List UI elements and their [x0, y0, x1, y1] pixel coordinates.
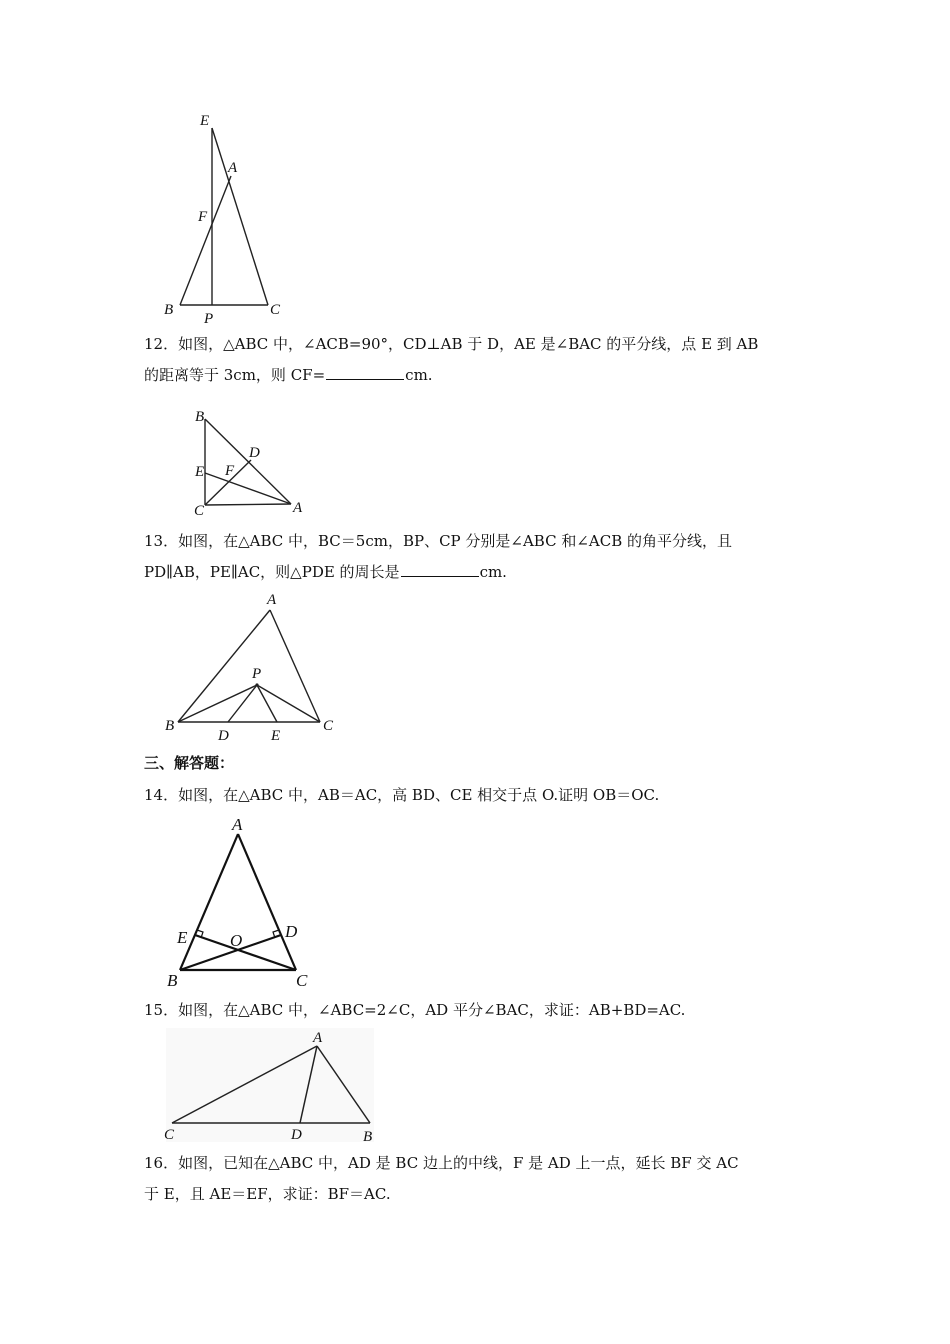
label-c: C — [270, 302, 281, 318]
question-16-line2: 于 E，且 AE＝EF，求证：BF＝AC. — [144, 1185, 391, 1203]
label-a: A — [232, 815, 243, 834]
figure-background — [166, 1028, 374, 1142]
label-o: O — [230, 931, 243, 950]
label-c: C — [194, 503, 205, 519]
section-title: 三、解答题： — [144, 754, 235, 772]
label-a: A — [313, 1030, 323, 1046]
label-p: P — [204, 311, 214, 327]
figure-q12 — [185, 405, 315, 520]
label-c: C — [164, 1127, 175, 1143]
figure-q14 — [160, 812, 320, 992]
line-ec — [212, 128, 268, 305]
label-b: B — [164, 302, 174, 318]
line-ba — [180, 176, 231, 305]
label-e: E — [195, 464, 205, 480]
figure-q14-svg — [160, 812, 320, 992]
figure-q15 — [160, 1026, 380, 1146]
label-a: A — [228, 160, 238, 176]
question-16 — [144, 1148, 814, 1210]
figure-q15-svg — [160, 1026, 380, 1146]
question-13-line2 — [144, 557, 814, 588]
label-d: D — [291, 1127, 302, 1143]
answer-blank-12[interactable] — [326, 365, 404, 380]
label-c: C — [296, 971, 308, 990]
label-b: B — [195, 409, 205, 425]
label-d: D — [285, 922, 298, 941]
label-f: F — [225, 463, 235, 479]
label-a: A — [293, 500, 303, 516]
question-13-line1: 13．如图，在△ABC 中，BC＝5cm，BP、CP 分别是∠ABC 和∠ACB 的角平分线，且 — [144, 532, 733, 550]
figure-q11-svg — [160, 108, 300, 328]
figure-q12-svg — [185, 405, 315, 520]
label-f: F — [198, 209, 208, 225]
line-ea — [205, 473, 291, 504]
label-e: E — [200, 113, 210, 129]
question-12-text-after: cm. — [405, 366, 433, 384]
question-12-line2 — [144, 360, 814, 391]
question-12-text-before: 的距离等于 3cm，则 CF= — [144, 366, 326, 384]
line-ca — [205, 504, 291, 505]
question-14 — [144, 780, 814, 811]
label-e: E — [177, 928, 188, 947]
question-12-line1: 12．如图，△ABC 中，∠ACB=90°，CD⊥AB 于 D，AE 是∠BAC 的平分线，点 E 到 AB — [144, 335, 759, 353]
line-bp — [178, 685, 257, 722]
label-b: B — [167, 971, 178, 990]
question-15 — [144, 995, 814, 1026]
label-b: B — [363, 1129, 373, 1145]
figure-q11 — [160, 108, 300, 328]
label-b: B — [165, 718, 175, 734]
label-e: E — [271, 728, 281, 744]
label-p: P — [252, 666, 262, 682]
figure-q13-svg — [160, 590, 350, 745]
question-13 — [144, 526, 814, 588]
label-c: C — [323, 718, 334, 734]
answer-blank-13[interactable] — [401, 562, 479, 577]
label-d: D — [218, 728, 229, 744]
question-13-text-before: PD∥AB，PE∥AC，则△PDE 的周长是 — [144, 563, 400, 581]
line-ac — [238, 834, 296, 970]
line-pd — [228, 685, 257, 722]
line-ba — [205, 419, 291, 504]
question-14-line1: 14．如图，在△ABC 中，AB＝AC，高 BD、CE 相交于点 O.证明 OB＝OC. — [144, 786, 660, 804]
question-12 — [144, 329, 814, 391]
question-15-line1: 15．如图，在△ABC 中，∠ABC=2∠C，AD 平分∠BAC，求证：AB+BD=AC. — [144, 1001, 686, 1019]
question-16-line1: 16．如图，已知在△ABC 中，AD 是 BC 边上的中线，F 是 AD 上一点，延长 BF 交 AC — [144, 1154, 739, 1172]
question-13-text-after: cm. — [479, 563, 507, 581]
line-ac — [270, 610, 320, 722]
label-d: D — [249, 445, 260, 461]
line-ce — [195, 935, 296, 970]
point-p — [255, 683, 258, 686]
label-a: A — [267, 592, 277, 608]
figure-q13 — [160, 590, 350, 745]
